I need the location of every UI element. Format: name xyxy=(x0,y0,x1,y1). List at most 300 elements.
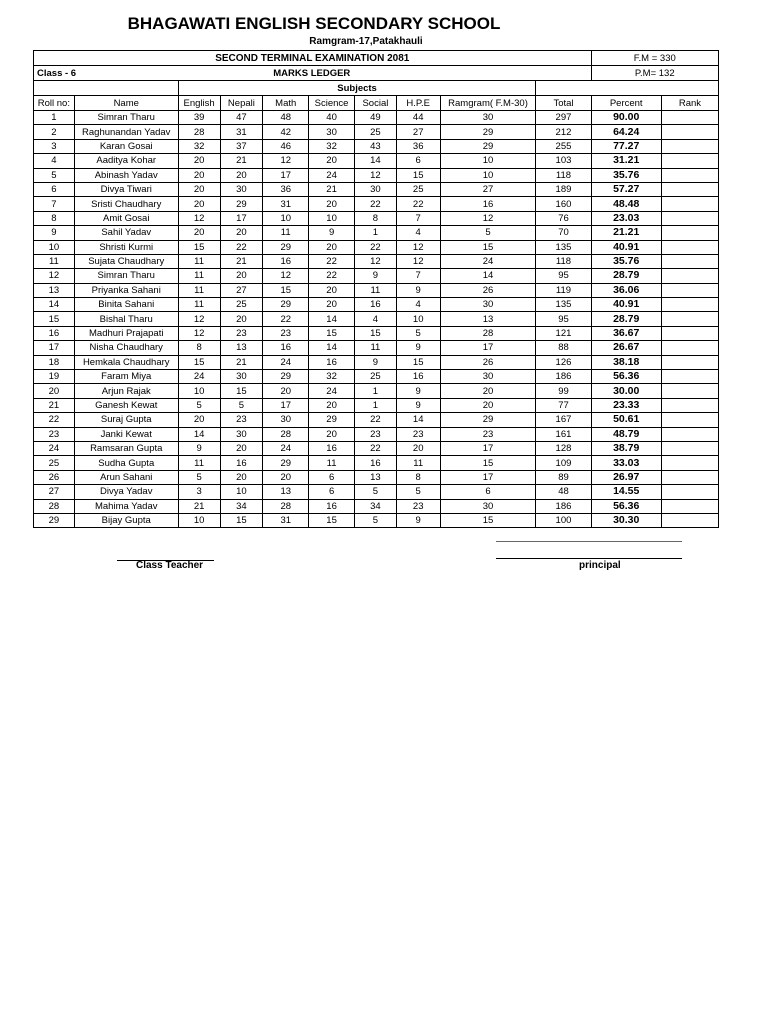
cell-total: 109 xyxy=(536,456,591,470)
cell-social: 23 xyxy=(355,427,397,441)
cell-ramgram: 15 xyxy=(440,240,536,254)
cell-hpe: 7 xyxy=(396,211,440,225)
cell-nepali: 30 xyxy=(220,427,263,441)
cell-roll-no: 28 xyxy=(34,499,75,513)
cell-total: 121 xyxy=(536,326,591,340)
table-row xyxy=(34,398,719,412)
cell-ramgram: 29 xyxy=(440,413,536,427)
cell-roll-no: 10 xyxy=(34,240,75,254)
cell-hpe: 14 xyxy=(396,413,440,427)
cell-english: 15 xyxy=(178,240,220,254)
cell-social: 14 xyxy=(355,154,397,168)
cell-english: 11 xyxy=(178,283,220,297)
cell-science: 15 xyxy=(309,326,355,340)
cell-social: 11 xyxy=(355,341,397,355)
cell-ramgram: 29 xyxy=(440,125,536,139)
cell-total: 95 xyxy=(536,269,591,283)
cell-english: 3 xyxy=(178,485,220,499)
table-row xyxy=(34,355,719,369)
cell-name: Divya Tiwari xyxy=(74,182,178,196)
cell-social: 5 xyxy=(355,513,397,527)
cell-english: 8 xyxy=(178,341,220,355)
cell-nepali: 10 xyxy=(220,485,263,499)
cell-name: Janki Kewat xyxy=(74,427,178,441)
cell-total: 297 xyxy=(536,111,591,125)
cell-name: Madhuri Prajapati xyxy=(74,326,178,340)
cell-percent: 64.24 xyxy=(591,125,661,139)
cell-science: 9 xyxy=(309,226,355,240)
cell-math: 29 xyxy=(263,370,309,384)
cell-hpe: 36 xyxy=(396,139,440,153)
cell-roll-no: 24 xyxy=(34,441,75,455)
blank-cell xyxy=(591,81,661,96)
cell-science: 6 xyxy=(309,470,355,484)
cell-name: Simran Tharu xyxy=(74,269,178,283)
cell-math: 29 xyxy=(263,298,309,312)
cell-hpe: 27 xyxy=(396,125,440,139)
table-row xyxy=(34,211,719,225)
cell-math: 46 xyxy=(263,139,309,153)
cell-nepali: 20 xyxy=(220,441,263,455)
cell-name: Suraj Gupta xyxy=(74,413,178,427)
cell-ramgram: 26 xyxy=(440,355,536,369)
cell-math: 24 xyxy=(263,441,309,455)
cell-nepali: 20 xyxy=(220,470,263,484)
cell-math: 31 xyxy=(263,197,309,211)
cell-percent: 35.76 xyxy=(591,168,661,182)
cell-science: 24 xyxy=(309,168,355,182)
cell-math: 17 xyxy=(263,168,309,182)
table-row xyxy=(34,312,719,326)
cell-english: 28 xyxy=(178,125,220,139)
cell-hpe: 4 xyxy=(396,298,440,312)
cell-english: 11 xyxy=(178,456,220,470)
cell-nepali: 30 xyxy=(220,182,263,196)
cell-science: 20 xyxy=(309,298,355,312)
cell-nepali: 31 xyxy=(220,125,263,139)
cell-hpe: 9 xyxy=(396,283,440,297)
cell-science: 16 xyxy=(309,441,355,455)
subjects-row xyxy=(34,81,719,96)
cell-english: 20 xyxy=(178,197,220,211)
cell-english: 12 xyxy=(178,312,220,326)
table-row xyxy=(34,370,719,384)
cell-roll-no: 19 xyxy=(34,370,75,384)
cell-name: Bishal Tharu xyxy=(74,312,178,326)
cell-social: 30 xyxy=(355,182,397,196)
cell-roll-no: 8 xyxy=(34,211,75,225)
cell-english: 11 xyxy=(178,269,220,283)
cell-ramgram: 17 xyxy=(440,470,536,484)
class-label: Class - 6 xyxy=(34,66,179,81)
cell-ramgram: 30 xyxy=(440,111,536,125)
cell-science: 20 xyxy=(309,240,355,254)
cell-total: 89 xyxy=(536,470,591,484)
cell-science: 22 xyxy=(309,254,355,268)
cell-english: 39 xyxy=(178,111,220,125)
cell-roll-no: 12 xyxy=(34,269,75,283)
cell-ramgram: 24 xyxy=(440,254,536,268)
cell-rank xyxy=(661,240,718,254)
column-header-percent: Percent xyxy=(591,96,661,111)
cell-ramgram: 28 xyxy=(440,326,536,340)
blank-cell xyxy=(74,81,178,96)
cell-nepali: 17 xyxy=(220,211,263,225)
cell-rank xyxy=(661,456,718,470)
cell-science: 6 xyxy=(309,485,355,499)
cell-roll-no: 14 xyxy=(34,298,75,312)
cell-math: 28 xyxy=(263,499,309,513)
cell-total: 135 xyxy=(536,298,591,312)
cell-rank xyxy=(661,485,718,499)
cell-total: 255 xyxy=(536,139,591,153)
cell-science: 14 xyxy=(309,341,355,355)
cell-rank xyxy=(661,168,718,182)
table-row xyxy=(34,441,719,455)
class-row xyxy=(34,66,719,81)
cell-roll-no: 16 xyxy=(34,326,75,340)
cell-math: 12 xyxy=(263,154,309,168)
table-row xyxy=(34,139,719,153)
cell-social: 5 xyxy=(355,485,397,499)
cell-percent: 23.33 xyxy=(591,398,661,412)
column-header-math: Math xyxy=(263,96,309,111)
cell-social: 9 xyxy=(355,269,397,283)
cell-hpe: 9 xyxy=(396,384,440,398)
full-marks: F.M = 330 xyxy=(591,51,718,66)
column-header-row xyxy=(34,96,719,111)
column-header-name: Name xyxy=(74,96,178,111)
cell-roll-no: 22 xyxy=(34,413,75,427)
cell-english: 10 xyxy=(178,384,220,398)
cell-name: Hemkala Chaudhary xyxy=(74,355,178,369)
cell-math: 10 xyxy=(263,211,309,225)
cell-social: 12 xyxy=(355,254,397,268)
cell-total: 100 xyxy=(536,513,591,527)
cell-rank xyxy=(661,211,718,225)
cell-nepali: 5 xyxy=(220,398,263,412)
cell-percent: 28.79 xyxy=(591,312,661,326)
cell-hpe: 20 xyxy=(396,441,440,455)
column-header-rank: Rank xyxy=(661,96,718,111)
cell-roll-no: 21 xyxy=(34,398,75,412)
table-row xyxy=(34,413,719,427)
cell-science: 32 xyxy=(309,139,355,153)
cell-total: 167 xyxy=(536,413,591,427)
table-row xyxy=(34,154,719,168)
cell-ramgram: 30 xyxy=(440,298,536,312)
cell-nepali: 15 xyxy=(220,384,263,398)
table-row xyxy=(34,499,719,513)
cell-nepali: 21 xyxy=(220,254,263,268)
cell-name: Karan Gosai xyxy=(74,139,178,153)
cell-math: 31 xyxy=(263,513,309,527)
cell-english: 20 xyxy=(178,226,220,240)
cell-roll-no: 11 xyxy=(34,254,75,268)
subjects-label: Subjects xyxy=(178,81,536,96)
cell-science: 15 xyxy=(309,513,355,527)
cell-percent: 33.03 xyxy=(591,456,661,470)
table-row xyxy=(34,283,719,297)
cell-science: 40 xyxy=(309,111,355,125)
table-row xyxy=(34,456,719,470)
cell-name: Arjun Rajak xyxy=(74,384,178,398)
cell-science: 10 xyxy=(309,211,355,225)
cell-rank xyxy=(661,398,718,412)
table-row xyxy=(34,384,719,398)
cell-roll-no: 23 xyxy=(34,427,75,441)
cell-total: 77 xyxy=(536,398,591,412)
cell-name: Sristi Chaudhary xyxy=(74,197,178,211)
table-row xyxy=(34,254,719,268)
pass-marks: P.M= 132 xyxy=(591,66,718,81)
cell-social: 9 xyxy=(355,355,397,369)
cell-ramgram: 6 xyxy=(440,485,536,499)
cell-english: 10 xyxy=(178,513,220,527)
column-header-roll-no: Roll no: xyxy=(34,96,75,111)
cell-total: 189 xyxy=(536,182,591,196)
cell-percent: 48.79 xyxy=(591,427,661,441)
column-header-nepali: Nepali xyxy=(220,96,263,111)
cell-math: 11 xyxy=(263,226,309,240)
cell-roll-no: 4 xyxy=(34,154,75,168)
cell-total: 119 xyxy=(536,283,591,297)
cell-ramgram: 17 xyxy=(440,441,536,455)
cell-name: Arun Sahani xyxy=(74,470,178,484)
cell-nepali: 20 xyxy=(220,168,263,182)
cell-math: 20 xyxy=(263,470,309,484)
cell-percent: 26.97 xyxy=(591,470,661,484)
cell-social: 25 xyxy=(355,370,397,384)
cell-hpe: 15 xyxy=(396,355,440,369)
cell-name: Bijay Gupta xyxy=(74,513,178,527)
cell-hpe: 10 xyxy=(396,312,440,326)
cell-name: Mahima Yadav xyxy=(74,499,178,513)
cell-nepali: 20 xyxy=(220,269,263,283)
cell-ramgram: 27 xyxy=(440,182,536,196)
cell-name: Ganesh Kewat xyxy=(74,398,178,412)
cell-ramgram: 30 xyxy=(440,499,536,513)
cell-math: 15 xyxy=(263,283,309,297)
cell-hpe: 25 xyxy=(396,182,440,196)
school-address: Ramgram-17,Patakhauli xyxy=(309,36,423,47)
cell-social: 1 xyxy=(355,384,397,398)
cell-hpe: 9 xyxy=(396,341,440,355)
cell-math: 23 xyxy=(263,326,309,340)
cell-name: Nisha Chaudhary xyxy=(74,341,178,355)
column-header-social: Social xyxy=(355,96,397,111)
cell-rank xyxy=(661,269,718,283)
cell-nepali: 30 xyxy=(220,370,263,384)
cell-roll-no: 15 xyxy=(34,312,75,326)
cell-percent: 48.48 xyxy=(591,197,661,211)
cell-nepali: 22 xyxy=(220,240,263,254)
cell-social: 8 xyxy=(355,211,397,225)
cell-hpe: 16 xyxy=(396,370,440,384)
cell-english: 32 xyxy=(178,139,220,153)
cell-ramgram: 17 xyxy=(440,341,536,355)
cell-social: 11 xyxy=(355,283,397,297)
cell-name: Simran Tharu xyxy=(74,111,178,125)
cell-english: 20 xyxy=(178,168,220,182)
table-row xyxy=(34,341,719,355)
cell-nepali: 34 xyxy=(220,499,263,513)
cell-name: Binita Sahani xyxy=(74,298,178,312)
cell-percent: 30.30 xyxy=(591,513,661,527)
cell-social: 43 xyxy=(355,139,397,153)
cell-total: 118 xyxy=(536,254,591,268)
cell-math: 24 xyxy=(263,355,309,369)
cell-name: Divya Yadav xyxy=(74,485,178,499)
cell-social: 13 xyxy=(355,470,397,484)
cell-total: 186 xyxy=(536,499,591,513)
cell-ramgram: 12 xyxy=(440,211,536,225)
column-header-science: Science xyxy=(309,96,355,111)
blank-cell xyxy=(661,81,718,96)
cell-science: 32 xyxy=(309,370,355,384)
principal-signature-line-upper xyxy=(496,541,682,542)
cell-ramgram: 23 xyxy=(440,427,536,441)
cell-rank xyxy=(661,499,718,513)
cell-total: 88 xyxy=(536,341,591,355)
cell-rank xyxy=(661,283,718,297)
cell-math: 20 xyxy=(263,384,309,398)
table-row xyxy=(34,111,719,125)
ledger-title: MARKS LEDGER xyxy=(178,66,591,81)
table-row xyxy=(34,513,719,527)
cell-english: 5 xyxy=(178,470,220,484)
cell-total: 99 xyxy=(536,384,591,398)
cell-nepali: 47 xyxy=(220,111,263,125)
cell-social: 22 xyxy=(355,441,397,455)
cell-total: 160 xyxy=(536,197,591,211)
cell-social: 22 xyxy=(355,240,397,254)
cell-percent: 31.21 xyxy=(591,154,661,168)
cell-ramgram: 10 xyxy=(440,168,536,182)
cell-hpe: 22 xyxy=(396,197,440,211)
cell-total: 48 xyxy=(536,485,591,499)
cell-percent: 35.76 xyxy=(591,254,661,268)
cell-nepali: 13 xyxy=(220,341,263,355)
cell-name: Abinash Yadav xyxy=(74,168,178,182)
cell-percent: 30.00 xyxy=(591,384,661,398)
cell-rank xyxy=(661,355,718,369)
cell-nepali: 25 xyxy=(220,298,263,312)
cell-rank xyxy=(661,254,718,268)
cell-hpe: 9 xyxy=(396,513,440,527)
cell-percent: 56.36 xyxy=(591,499,661,513)
cell-hpe: 5 xyxy=(396,485,440,499)
cell-science: 29 xyxy=(309,413,355,427)
cell-name: Faram Miya xyxy=(74,370,178,384)
cell-name: Priyanka Sahani xyxy=(74,283,178,297)
cell-roll-no: 2 xyxy=(34,125,75,139)
cell-percent: 36.06 xyxy=(591,283,661,297)
principal-signature-line xyxy=(496,558,682,559)
cell-science: 20 xyxy=(309,283,355,297)
school-name: BHAGAWATI ENGLISH SECONDARY SCHOOL xyxy=(127,14,501,33)
cell-science: 22 xyxy=(309,269,355,283)
cell-nepali: 23 xyxy=(220,326,263,340)
cell-social: 4 xyxy=(355,312,397,326)
cell-english: 14 xyxy=(178,427,220,441)
cell-science: 16 xyxy=(309,499,355,513)
cell-hpe: 23 xyxy=(396,427,440,441)
class-teacher-label: Class Teacher xyxy=(136,560,204,571)
cell-nepali: 15 xyxy=(220,513,263,527)
cell-english: 12 xyxy=(178,211,220,225)
cell-name: Raghunandan Yadav xyxy=(74,125,178,139)
cell-english: 11 xyxy=(178,298,220,312)
cell-percent: 26.67 xyxy=(591,341,661,355)
cell-hpe: 12 xyxy=(396,254,440,268)
cell-percent: 50.61 xyxy=(591,413,661,427)
cell-nepali: 21 xyxy=(220,355,263,369)
cell-hpe: 6 xyxy=(396,154,440,168)
table-row xyxy=(34,470,719,484)
column-header-english: English xyxy=(178,96,220,111)
cell-total: 95 xyxy=(536,312,591,326)
cell-science: 24 xyxy=(309,384,355,398)
cell-roll-no: 7 xyxy=(34,197,75,211)
cell-ramgram: 5 xyxy=(440,226,536,240)
cell-social: 16 xyxy=(355,298,397,312)
cell-science: 21 xyxy=(309,182,355,196)
cell-name: Amit Gosai xyxy=(74,211,178,225)
cell-roll-no: 13 xyxy=(34,283,75,297)
cell-math: 12 xyxy=(263,269,309,283)
cell-nepali: 16 xyxy=(220,456,263,470)
cell-math: 36 xyxy=(263,182,309,196)
cell-percent: 40.91 xyxy=(591,298,661,312)
cell-rank xyxy=(661,441,718,455)
table-row xyxy=(34,182,719,196)
cell-ramgram: 30 xyxy=(440,370,536,384)
cell-social: 15 xyxy=(355,326,397,340)
cell-nepali: 29 xyxy=(220,197,263,211)
cell-name: Sujata Chaudhary xyxy=(74,254,178,268)
cell-science: 11 xyxy=(309,456,355,470)
cell-ramgram: 29 xyxy=(440,139,536,153)
cell-nepali: 23 xyxy=(220,413,263,427)
cell-rank xyxy=(661,111,718,125)
table-row xyxy=(34,427,719,441)
cell-nepali: 20 xyxy=(220,226,263,240)
cell-percent: 40.91 xyxy=(591,240,661,254)
cell-total: 126 xyxy=(536,355,591,369)
cell-hpe: 8 xyxy=(396,470,440,484)
cell-hpe: 7 xyxy=(396,269,440,283)
cell-roll-no: 25 xyxy=(34,456,75,470)
cell-rank xyxy=(661,341,718,355)
blank-cell xyxy=(536,81,591,96)
cell-roll-no: 1 xyxy=(34,111,75,125)
cell-name: Shristi Kurmi xyxy=(74,240,178,254)
cell-math: 13 xyxy=(263,485,309,499)
cell-hpe: 9 xyxy=(396,398,440,412)
cell-rank xyxy=(661,226,718,240)
cell-roll-no: 5 xyxy=(34,168,75,182)
cell-rank xyxy=(661,139,718,153)
table-row xyxy=(34,298,719,312)
cell-science: 20 xyxy=(309,197,355,211)
cell-social: 16 xyxy=(355,456,397,470)
cell-roll-no: 18 xyxy=(34,355,75,369)
cell-rank xyxy=(661,154,718,168)
cell-math: 42 xyxy=(263,125,309,139)
cell-social: 25 xyxy=(355,125,397,139)
cell-ramgram: 15 xyxy=(440,513,536,527)
